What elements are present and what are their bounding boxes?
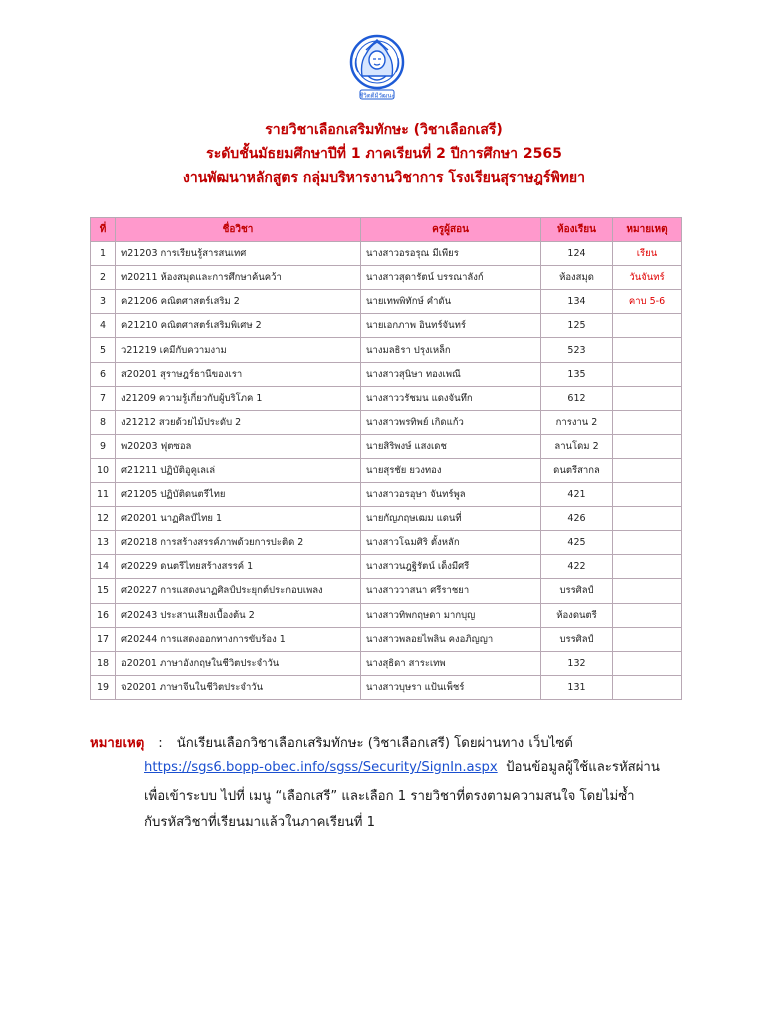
room-name: ลานโดม 2 [541,434,613,458]
teacher-name: นายเทพพิทักษ์ คำดัน [361,290,541,314]
teacher-name: นางสาวนฎฐิรัตน์ เด็งมีศรี [361,555,541,579]
row-number: 9 [91,434,116,458]
row-number: 5 [91,338,116,362]
subject-name: ค21210 คณิตศาสตร์เสริมพิเศษ 2 [116,314,361,338]
room-name: 132 [541,651,613,675]
document-title [0,118,768,190]
table-row [91,410,682,434]
table-row [91,458,682,482]
row-number: 3 [91,290,116,314]
subject-name: ศ20229 ดนตรีไทยสร้างสรรค์ 1 [116,555,361,579]
room-name: 421 [541,483,613,507]
table-row [91,338,682,362]
teacher-name: นางสาวพลอยไพลิน คงอภิญญา [361,627,541,651]
row-note [613,458,682,482]
row-number: 4 [91,314,116,338]
row-note [613,579,682,603]
table-row [91,627,682,651]
subject-name: ศ20218 การสร้างสรรค์ภาพด้วยการปะติด 2 [116,531,361,555]
column-header-no: ที่ [91,218,116,242]
table-row [91,483,682,507]
room-name: 422 [541,555,613,579]
table-body [91,242,682,700]
room-name: ห้องดนตรี [541,603,613,627]
room-name: บรรศิลป์ [541,627,613,651]
room-name: 134 [541,290,613,314]
subject-name: ศ20201 นาฏศิลป์ไทย 1 [116,507,361,531]
row-note: คาบ 5-6 [613,290,682,314]
column-header-subject: ชื่อวิชา [116,218,361,242]
row-number: 14 [91,555,116,579]
room-name: 124 [541,242,613,266]
subject-name: ค21206 คณิตศาสตร์เสริม 2 [116,290,361,314]
subject-name: ง21212 สวยด้วยไม้ประดับ 2 [116,410,361,434]
table-row [91,290,682,314]
teacher-name: นายสิริพงษ์ แสงเดช [361,434,541,458]
room-name: ดนตรีสากล [541,458,613,482]
column-header-note: หมายเหตุ [613,218,682,242]
table-row [91,675,682,699]
teacher-name: นางสาวอรอรุณ มีเพียร [361,242,541,266]
room-name: 426 [541,507,613,531]
column-header-room: ห้องเรียน [541,218,613,242]
teacher-name: นางสาววรัชมน แดงจันทึก [361,386,541,410]
teacher-name: นางสาวทิพกฤษดา มากบุญ [361,603,541,627]
svg-text:ชีวิตดีมีวัฒนะ: ชีวิตดีมีวัฒนะ [359,92,395,100]
row-number: 13 [91,531,116,555]
row-number: 19 [91,675,116,699]
title-line-2: ระดับชั้นมัธยมศึกษาปีที่ 1 ภาคเรียนที่ 2 ปีการศึกษา 2565 [206,146,562,162]
teacher-name: นางสาวอรอุษา จันทร์พูล [361,483,541,507]
room-name: 425 [541,531,613,555]
row-note: เรียน [613,242,682,266]
teacher-name: นางสาวสุดารัตน์ บรรณาลังก์ [361,266,541,290]
subject-name: ศ21205 ปฏิบัติดนตรีไทย [116,483,361,507]
table-row [91,507,682,531]
remark-line-3: เพื่อเข้าระบบ ไปที่ เมนู “เลือกเสรี” และเลือก 1 รายวิชาที่ตรงตามความสนใจ โดยไม่ซ้ำ [144,789,635,804]
column-header-teacher: ครูผู้สอน [361,218,541,242]
subject-name: ส20201 สุราษฎร์ธานีของเรา [116,362,361,386]
table-row [91,386,682,410]
table-row [91,242,682,266]
table-row [91,434,682,458]
row-note [613,314,682,338]
row-note [613,507,682,531]
subject-name: ท20211 ห้องสมุดและการศึกษาค้นคว้า [116,266,361,290]
row-note [613,434,682,458]
row-number: 6 [91,362,116,386]
room-name: ห้องสมุด [541,266,613,290]
row-number: 16 [91,603,116,627]
title-line-3: งานพัฒนาหลักสูตร กลุ่มบริหารงานวิชาการ โรงเรียนสุราษฎร์พิทยา [183,170,585,186]
subject-name: อ20201 ภาษาอังกฤษในชีวิตประจำวัน [116,651,361,675]
remark-line-4: กับรหัสวิชาที่เรียนมาแล้วในภาคเรียนที่ 1 [144,815,376,830]
row-number: 8 [91,410,116,434]
teacher-name: นางสาวโฉมศิริ ตั้งหลัก [361,531,541,555]
row-number: 15 [91,579,116,603]
table-row [91,314,682,338]
row-number: 2 [91,266,116,290]
table-row [91,651,682,675]
room-name: 523 [541,338,613,362]
teacher-name: นางสาวสุนิษา ทองเพณี [361,362,541,386]
row-number: 7 [91,386,116,410]
subject-name: พ20203 ฟุตซอล [116,434,361,458]
teacher-name: นางสาวพรทิพย์ เกิดแก้ว [361,410,541,434]
row-note [613,386,682,410]
teacher-name: นายเอกภาพ อินทร์จันทร์ [361,314,541,338]
subject-name: ศ20227 การแสดงนาฏศิลป์ประยุกต์ประกอบเพลง [116,579,361,603]
signin-link[interactable]: https://sgs6.bopp-obec.info/sgss/Security/SignIn.aspx [144,760,498,775]
subject-name: ท21203 การเรียนรู้สารสนเทศ [116,242,361,266]
subject-name: จ20201 ภาษาจีนในชีวิตประจำวัน [116,675,361,699]
row-note [613,555,682,579]
table-row [91,266,682,290]
row-note [613,675,682,699]
row-number: 18 [91,651,116,675]
row-number: 12 [91,507,116,531]
room-name: 125 [541,314,613,338]
row-note [613,338,682,362]
room-name: 131 [541,675,613,699]
title-line-1: รายวิชาเลือกเสริมทักษะ (วิชาเลือกเสรี) [265,122,503,138]
table-row [91,362,682,386]
remark-label: หมายเหตุ [90,736,145,751]
row-number: 1 [91,242,116,266]
table-row [91,603,682,627]
subjects-table [90,217,682,700]
row-note [613,603,682,627]
remark-line-1: นักเรียนเลือกวิชาเลือกเสริมทักษะ (วิชาเลือกเสรี) โดยผ่านทาง เว็บไซต์ [176,736,573,751]
row-note [613,483,682,507]
table-row [91,555,682,579]
row-note: วันจันทร์ [613,266,682,290]
school-emblem-icon [348,32,406,104]
teacher-name: นางมลธิรา ปรุงเหล็ก [361,338,541,362]
room-name: การงาน 2 [541,410,613,434]
subject-name: ง21209 ความรู้เกี่ยวกับผู้บริโภค 1 [116,386,361,410]
subject-name: ศ21211 ปฏิบัติอูคูเลเล่ [116,458,361,482]
row-note [613,410,682,434]
teacher-name: นางสุธิดา สาระเทพ [361,651,541,675]
row-note [613,651,682,675]
row-number: 17 [91,627,116,651]
remark-line-2: ป้อนข้อมูลผู้ใช้และรหัสผ่าน [506,760,660,775]
room-name: 612 [541,386,613,410]
table-header-row [91,218,682,242]
subject-name: ศ20244 การแสดงออกทางการขับร้อง 1 [116,627,361,651]
teacher-name: นายกัญภฤษเฒม แดนที่ [361,507,541,531]
row-note [613,531,682,555]
teacher-name: นางสาวบุษรา แป้นเพ็ชร์ [361,675,541,699]
teacher-name: นายสุรชัย ยวงทอง [361,458,541,482]
teacher-name: นางสาววาสนา ศรีราชยา [361,579,541,603]
subject-name: ศ20243 ประสานเสียงเบื้องต้น 2 [116,603,361,627]
table-row [91,579,682,603]
remark-colon: : [158,736,163,751]
room-name: 135 [541,362,613,386]
table-row [91,531,682,555]
row-number: 11 [91,483,116,507]
row-note [613,362,682,386]
subject-name: ว21219 เคมีกับความงาม [116,338,361,362]
row-number: 10 [91,458,116,482]
room-name: บรรศิลป์ [541,579,613,603]
row-note [613,627,682,651]
